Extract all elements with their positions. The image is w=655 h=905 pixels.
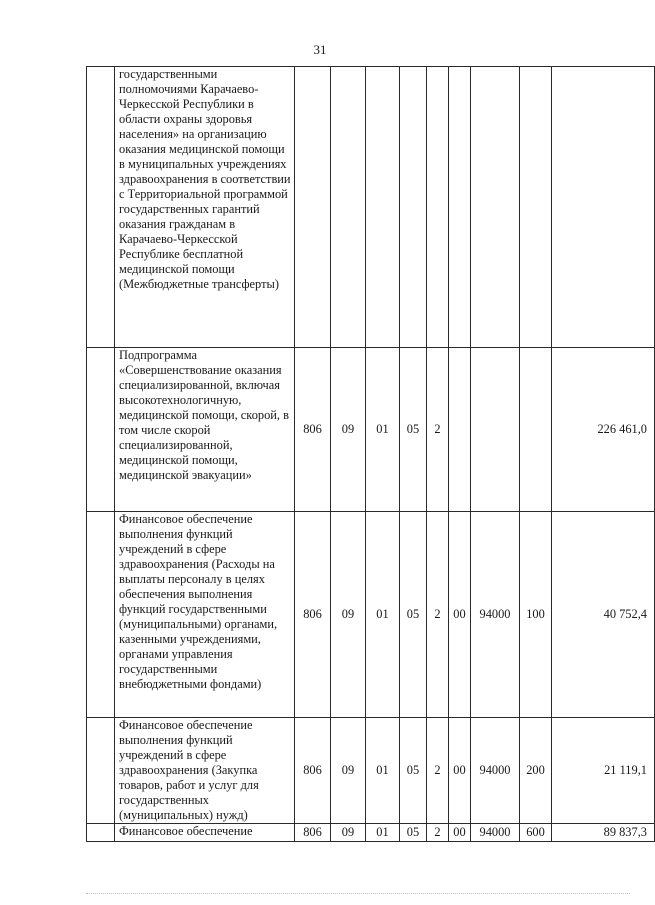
table-row <box>87 718 655 824</box>
program-code-cell: 05 <box>400 512 427 718</box>
description-cell: Финансовое обеспечение <box>115 824 295 842</box>
description-cell: Финансовое обеспечение выполнения функций учреждений в сфере здравоохранения (Закупка товаров, работ и услуг для государственных (муниципальных) нужд) <box>115 718 295 824</box>
section-code-cell <box>331 67 366 348</box>
subprogram-code-cell: 2 <box>427 348 449 512</box>
row-number-cell <box>87 824 115 842</box>
row-number-cell <box>87 512 115 718</box>
ministry-code-cell: 806 <box>295 718 331 824</box>
subsection-code-cell: 01 <box>366 718 400 824</box>
row-number-cell <box>87 67 115 348</box>
expense-code-cell <box>471 348 520 512</box>
row-number-cell <box>87 348 115 512</box>
program-code-cell: 05 <box>400 348 427 512</box>
row-number-cell <box>87 718 115 824</box>
amount-cell: 226 461,0 <box>552 348 655 512</box>
ministry-code-cell <box>295 67 331 348</box>
subsection-code-cell: 01 <box>366 512 400 718</box>
description-cell: Финансовое обеспечение выполнения функций учреждений в сфере здравоохранения (Расходы на выплаты персоналу в целях обеспечения выполнения функций государственными (муниципальными) органами, казенными учреждениями, органами управления государственными внебюджетными фондами) <box>115 512 295 718</box>
expense-code-cell: 94000 <box>471 512 520 718</box>
expense-type-cell: 200 <box>520 718 552 824</box>
page-number: 31 <box>313 42 327 57</box>
description-cell: государственными полномочиями Карачаево-Черкесской Республики в области охраны здоровья населения» на организацию оказания медицинской помощи в муниципальных учреждениях здравоохранения в соответствии с Территориальной программой государственных гарантий оказания гражданам в Карачаево-Черкесской Республике бесплатной медицинской помощи (Межбюджетные трансферты) <box>115 67 295 348</box>
program-code-cell <box>400 67 427 348</box>
subsection-code-cell: 01 <box>366 348 400 512</box>
expense-type-cell <box>520 348 552 512</box>
description-cell: Подпрограмма «Совершенствование оказания специализированной, включая высокотехнологичную, медицинской помощи, скорой, в том числе скорой специализированной, медицинской помощи, медицинской эвакуации» <box>115 348 295 512</box>
subprogram-code-cell <box>427 67 449 348</box>
ministry-code-cell: 806 <box>295 824 331 842</box>
subprogram-code-cell: 2 <box>427 512 449 718</box>
amount-cell: 89 837,3 <box>552 824 655 842</box>
direction-code-cell: 00 <box>449 718 471 824</box>
ministry-code-cell: 806 <box>295 348 331 512</box>
expense-code-cell: 94000 <box>471 718 520 824</box>
expense-code-cell <box>471 67 520 348</box>
subsection-code-cell: 01 <box>366 824 400 842</box>
amount-cell <box>552 67 655 348</box>
direction-code-cell: 00 <box>449 512 471 718</box>
expense-type-cell: 100 <box>520 512 552 718</box>
table-row <box>87 67 655 348</box>
amount-cell: 40 752,4 <box>552 512 655 718</box>
section-code-cell: 09 <box>331 718 366 824</box>
section-code-cell: 09 <box>331 512 366 718</box>
expense-type-cell: 600 <box>520 824 552 842</box>
subprogram-code-cell: 2 <box>427 718 449 824</box>
table-row <box>87 824 655 842</box>
expense-type-cell <box>520 67 552 348</box>
direction-code-cell <box>449 348 471 512</box>
scan-edge-divider <box>86 893 630 895</box>
subsection-code-cell <box>366 67 400 348</box>
expense-code-cell: 94000 <box>471 824 520 842</box>
section-code-cell: 09 <box>331 348 366 512</box>
table-row <box>87 512 655 718</box>
subprogram-code-cell: 2 <box>427 824 449 842</box>
direction-code-cell <box>449 67 471 348</box>
table-row <box>87 348 655 512</box>
ministry-code-cell: 806 <box>295 512 331 718</box>
amount-cell: 21 119,1 <box>552 718 655 824</box>
program-code-cell: 05 <box>400 824 427 842</box>
direction-code-cell: 00 <box>449 824 471 842</box>
budget-table <box>86 66 655 842</box>
section-code-cell: 09 <box>331 824 366 842</box>
program-code-cell: 05 <box>400 718 427 824</box>
